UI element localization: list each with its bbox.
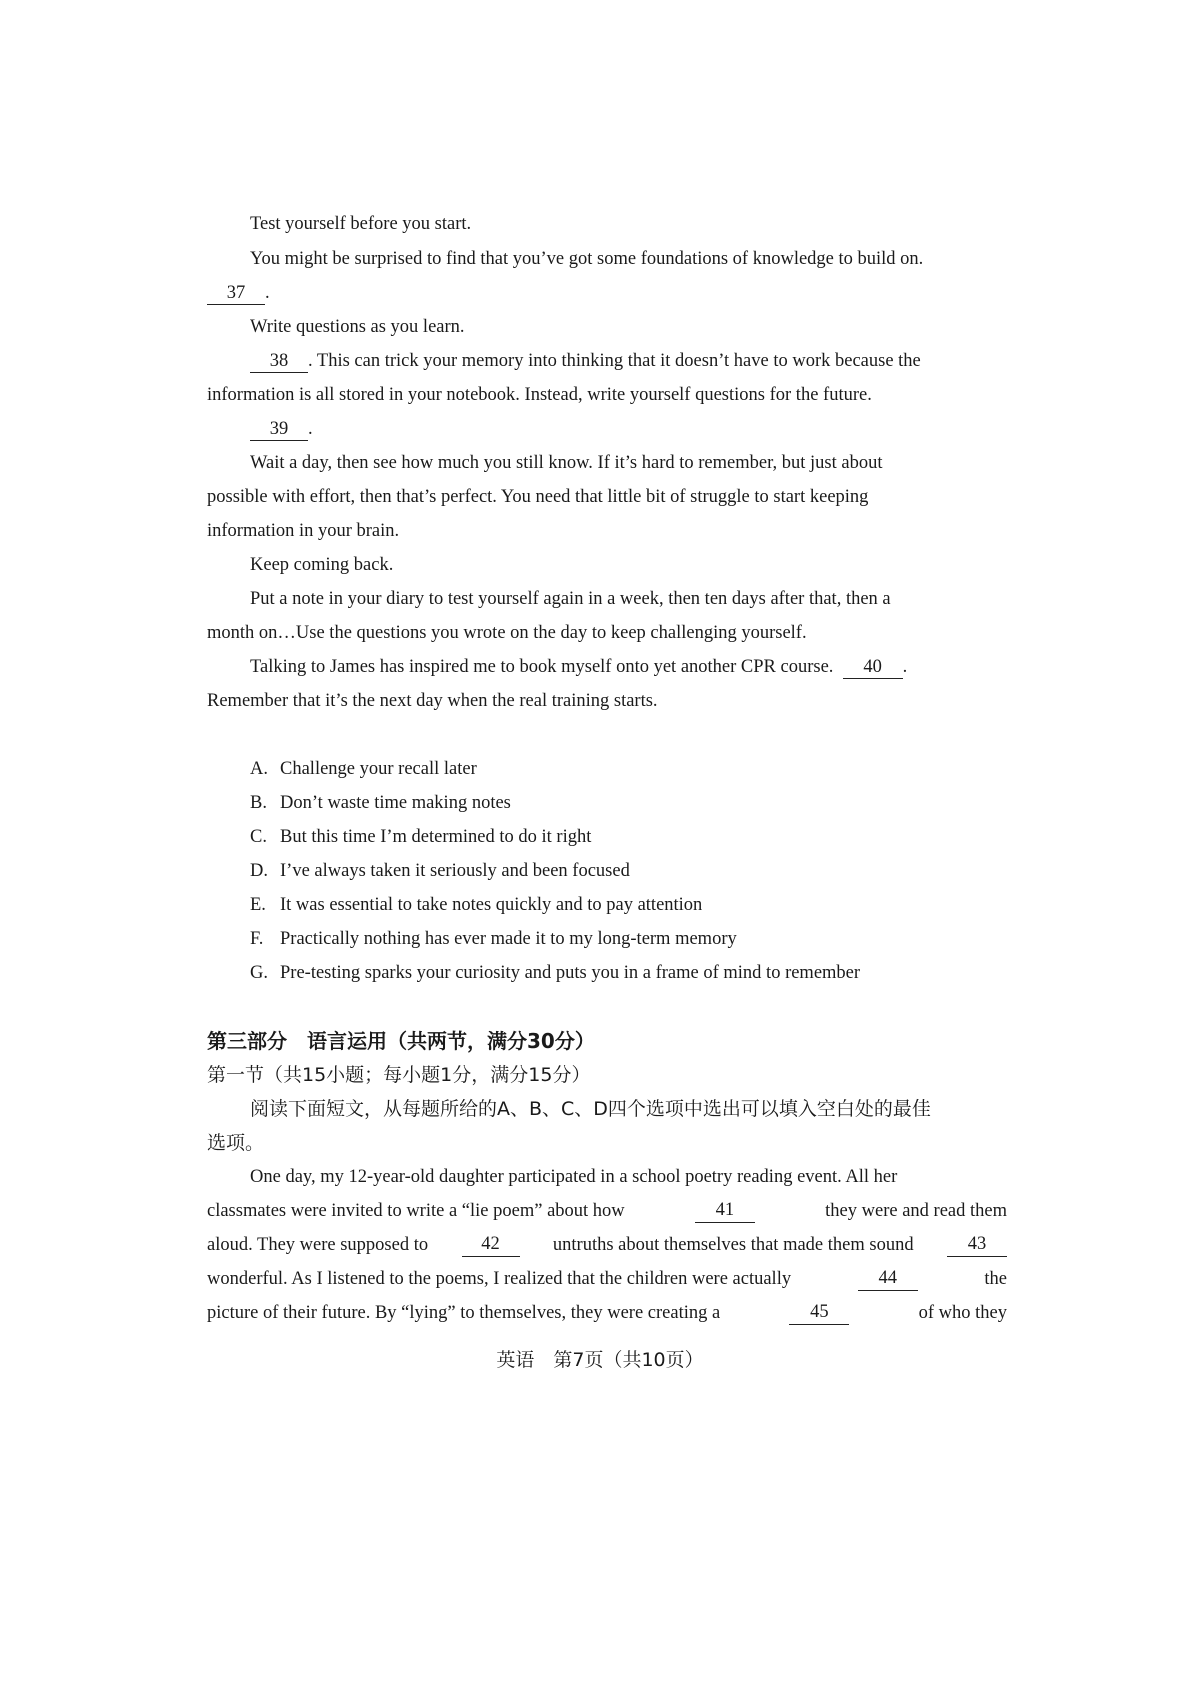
instructions: 阅读下面短文，从每题所给的A、B、C、D四个选项中选出可以填入空白处的最佳: [250, 1098, 931, 1120]
option-f: [250, 927, 737, 951]
option-key: C.: [250, 827, 267, 847]
option-g: [250, 961, 860, 985]
cloze-text: they were and read them: [825, 1201, 1007, 1221]
option-d: [250, 859, 630, 883]
passage-text: . This can trick your memory into thinking that it doesn’t have to work because the: [308, 351, 921, 371]
blank-39: 39: [250, 418, 308, 441]
option-key: E.: [250, 895, 266, 915]
blank-43: 43: [947, 1233, 1007, 1257]
cloze-text: the: [984, 1269, 1007, 1289]
blank-44: 44: [858, 1267, 918, 1291]
option-text: But this time I’m determined to do it right: [280, 827, 592, 847]
passage-line: information is all stored in your notebook. Instead, write yourself questions for the future.: [207, 385, 872, 405]
option-text: It was essential to take notes quickly and to pay attention: [280, 895, 703, 915]
option-key: A.: [250, 759, 268, 779]
blank-40: 40: [843, 656, 903, 679]
blank-38: 38: [250, 350, 308, 373]
instructions-cont: 选项。: [207, 1132, 265, 1154]
blank-40-line: Talking to James has inspired me to book myself onto yet another CPR course. 40 .: [250, 657, 908, 677]
blank-39-line: 39 .: [250, 417, 313, 441]
heading-test-yourself: Test yourself before you start.: [250, 214, 472, 234]
option-text: Challenge your recall later: [280, 759, 477, 779]
cloze-text: of who they: [918, 1303, 1007, 1323]
heading-keep-coming-back: Keep coming back.: [250, 555, 394, 575]
passage-line: month on…Use the questions you wrote on the day to keep challenging yourself.: [207, 623, 807, 643]
heading-write-questions: Write questions as you learn.: [250, 317, 465, 337]
cloze-text: wonderful. As I listened to the poems, I realized that the children were actually: [207, 1269, 792, 1289]
cloze-line-45: [207, 1301, 1007, 1325]
option-text: Pre-testing sparks your curiosity and puts you in a frame of mind to remember: [280, 963, 861, 983]
cloze-line-42-43: [207, 1233, 1007, 1257]
blank-38-line: [250, 349, 921, 373]
cloze-line-44: [207, 1267, 1007, 1291]
passage-line: Remember that it’s the next day when the real training starts.: [207, 691, 658, 711]
option-text: Practically nothing has ever made it to my long-term memory: [280, 929, 737, 949]
blank-42: 42: [462, 1233, 520, 1257]
part3-title: 第三部分 语言运用（共两节，满分30分）: [207, 1029, 595, 1053]
option-key: B.: [250, 793, 267, 813]
option-b: [250, 791, 511, 815]
page-footer: 英语 第7页（共10页）: [496, 1349, 704, 1371]
cloze-line: One day, my 12-year-old daughter participated in a school poetry reading event. All her: [250, 1167, 898, 1187]
option-key: F.: [250, 929, 264, 949]
passage-text: Talking to James has inspired me to book myself onto yet another CPR course.: [250, 657, 834, 677]
option-key: D.: [250, 861, 268, 881]
cloze-text: picture of their future. By “lying” to themselves, they were creating a: [207, 1303, 721, 1323]
blank-41: 41: [695, 1199, 755, 1223]
option-text: Don’t waste time making notes: [280, 793, 511, 813]
option-key: G.: [250, 963, 268, 983]
cloze-line-41: [207, 1199, 1007, 1223]
option-a: [250, 757, 477, 781]
blank-45: 45: [789, 1301, 849, 1325]
blank-37-line: 37 .: [207, 281, 270, 305]
passage-line: information in your brain.: [207, 521, 400, 541]
passage-line: Wait a day, then see how much you still know. If it’s hard to remember, but just about: [250, 453, 883, 473]
cloze-text: untruths about themselves that made them sound: [552, 1235, 914, 1255]
option-text: I’ve always taken it seriously and been focused: [280, 861, 630, 881]
passage-line: You might be surprised to find that you’ve got some foundations of knowledge to build on.: [250, 249, 924, 269]
option-e: [250, 893, 702, 917]
passage-line: possible with effort, then that’s perfect. You need that little bit of struggle to start keeping: [207, 487, 869, 507]
blank-37: 37: [207, 282, 265, 305]
cloze-text: classmates were invited to write a “lie poem” about how: [207, 1201, 625, 1221]
option-c: [250, 825, 591, 849]
section1-title: 第一节（共15小题；每小题1分，满分15分）: [207, 1064, 591, 1086]
cloze-text: aloud. They were supposed to: [207, 1235, 429, 1255]
passage-line: Put a note in your diary to test yourself again in a week, then ten days after that, then a: [250, 589, 891, 609]
